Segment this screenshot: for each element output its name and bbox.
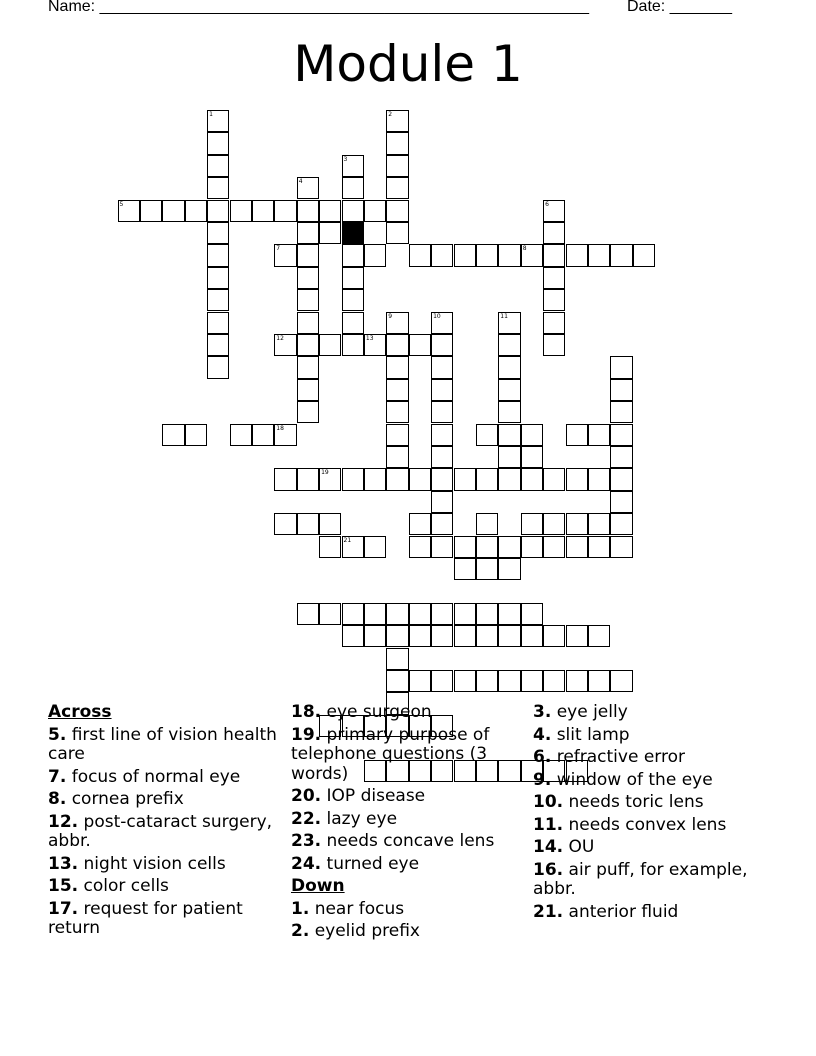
grid-cell[interactable] [588, 424, 610, 446]
clue-item [291, 810, 506, 830]
grid-cell[interactable] [364, 244, 386, 266]
grid-cell[interactable] [386, 177, 408, 199]
clue-number: 9. [533, 769, 552, 790]
grid-cell[interactable] [431, 244, 453, 266]
grid-cell[interactable] [342, 536, 364, 558]
grid-cell[interactable] [454, 670, 476, 692]
grid-cell[interactable] [610, 491, 632, 513]
grid-cell[interactable] [185, 200, 207, 222]
grid-cell[interactable] [342, 267, 364, 289]
clue-number: 4. [533, 724, 552, 745]
grid-cell[interactable] [342, 625, 364, 647]
grid-cell[interactable] [342, 289, 364, 311]
grid-cell[interactable] [543, 289, 565, 311]
clue-text: night vision cells [83, 853, 226, 874]
grid-cell[interactable] [207, 155, 229, 177]
clue-column-2 [291, 703, 506, 945]
grid-cell[interactable] [297, 401, 319, 423]
grid-cell[interactable] [498, 424, 520, 446]
grid-cell[interactable] [274, 424, 296, 446]
grid-cell[interactable] [319, 222, 341, 244]
cell-number: 13 [365, 334, 374, 342]
cell-number: 18 [276, 424, 284, 432]
grid-cell[interactable] [498, 244, 520, 266]
grid-cell[interactable] [364, 625, 386, 647]
clue-text: cornea prefix [71, 789, 184, 809]
grid-cell[interactable] [431, 401, 453, 423]
grid-cell[interactable] [521, 244, 543, 266]
grid-cell[interactable] [476, 603, 498, 625]
grid-cell[interactable] [476, 558, 498, 580]
grid-cell[interactable] [521, 670, 543, 692]
grid-cell[interactable] [610, 536, 632, 558]
grid-cell[interactable] [610, 446, 632, 468]
grid-cell[interactable] [566, 625, 588, 647]
clue-item [291, 726, 506, 785]
clue-number: 17. [48, 898, 79, 919]
grid-cell[interactable] [566, 536, 588, 558]
grid-cell[interactable] [386, 603, 408, 625]
grid-cell[interactable] [498, 446, 520, 468]
clue-item [533, 703, 763, 723]
grid-cell[interactable] [207, 289, 229, 311]
grid-cell[interactable] [543, 200, 565, 222]
grid-cell[interactable] [207, 222, 229, 244]
grid-cell[interactable] [297, 356, 319, 378]
grid-cell[interactable] [543, 670, 565, 692]
grid-cell[interactable] [297, 244, 319, 266]
clue-number: 13. [48, 853, 79, 874]
grid-cell[interactable] [610, 379, 632, 401]
grid-cell[interactable] [207, 132, 229, 154]
grid-cell[interactable] [543, 513, 565, 535]
cell-number: 1 [209, 110, 213, 118]
clue-number: 14. [533, 837, 564, 857]
clue-number: 1. [291, 898, 310, 919]
grid-cell[interactable] [230, 424, 252, 446]
grid-cell[interactable] [498, 401, 520, 423]
clue-item [291, 855, 506, 875]
clue-text: focus of normal eye [71, 766, 241, 787]
clue-text: request for patient return [48, 898, 243, 938]
grid-cell[interactable] [610, 468, 632, 490]
cell-number: 9 [388, 312, 393, 320]
clue-text: first line of vision health care [48, 724, 277, 764]
down-clue-list [291, 900, 506, 942]
grid-cell[interactable] [386, 424, 408, 446]
clue-item [533, 793, 763, 813]
grid-cell[interactable] [431, 625, 453, 647]
clue-item [48, 900, 278, 939]
grid-cell[interactable] [498, 625, 520, 647]
clue-text: needs toric lens [568, 792, 704, 812]
grid-cell[interactable] [297, 312, 319, 334]
grid-cell[interactable] [386, 468, 408, 490]
clue-number: 19. [291, 724, 322, 745]
clue-item [291, 832, 506, 852]
grid-cell[interactable] [521, 536, 543, 558]
clue-number: 23. [291, 831, 322, 851]
clue-text: color cells [83, 876, 169, 896]
grid-cell[interactable] [364, 468, 386, 490]
clue-number: 16. [533, 859, 564, 880]
clue-text: primary purpose of telephone questions (3 words) [291, 724, 490, 784]
grid-cell[interactable] [386, 401, 408, 423]
black-square [342, 222, 364, 244]
grid-cell[interactable] [610, 513, 632, 535]
grid-cell[interactable] [409, 603, 431, 625]
clue-item [48, 790, 278, 810]
grid-cell[interactable] [274, 334, 296, 356]
cell-number: 21 [343, 536, 352, 544]
clue-item [48, 855, 278, 875]
grid-cell[interactable] [386, 670, 408, 692]
grid-cell[interactable] [364, 334, 386, 356]
grid-cell[interactable] [543, 536, 565, 558]
grid-cell[interactable] [431, 334, 453, 356]
grid-cell[interactable] [431, 513, 453, 535]
grid-cell[interactable] [588, 468, 610, 490]
grid-cell[interactable] [454, 603, 476, 625]
grid-cell[interactable] [297, 289, 319, 311]
grid-cell[interactable] [543, 222, 565, 244]
grid-cell[interactable] [207, 334, 229, 356]
grid-cell[interactable] [476, 244, 498, 266]
grid-cell[interactable] [521, 513, 543, 535]
grid-cell[interactable] [431, 536, 453, 558]
grid-cell[interactable] [498, 670, 520, 692]
cell-number: 5 [119, 200, 124, 208]
grid-cell[interactable] [342, 334, 364, 356]
grid-cell[interactable] [431, 491, 453, 513]
grid-cell[interactable] [252, 424, 274, 446]
clue-number: 12. [48, 811, 79, 832]
grid-cell[interactable] [386, 222, 408, 244]
clue-item [533, 838, 763, 858]
grid-cell[interactable] [476, 424, 498, 446]
grid-cell[interactable] [521, 625, 543, 647]
grid-cell[interactable] [297, 603, 319, 625]
clue-item [533, 748, 763, 768]
clue-item [291, 787, 506, 807]
grid-cell[interactable] [386, 446, 408, 468]
clue-text: post-cataract surgery, abbr. [48, 811, 273, 851]
grid-cell[interactable] [386, 155, 408, 177]
grid-cell[interactable] [386, 132, 408, 154]
cell-number: 19 [321, 469, 329, 477]
grid-cell[interactable] [431, 603, 453, 625]
grid-cell[interactable] [230, 200, 252, 222]
clue-item [48, 877, 278, 897]
name-field-label: Name: _______________________________________________________ [48, 0, 589, 15]
grid-cell[interactable] [364, 200, 386, 222]
grid-cell[interactable] [588, 513, 610, 535]
grid-cell[interactable] [207, 110, 229, 132]
grid-cell[interactable] [297, 177, 319, 199]
cell-number: 7 [276, 245, 281, 253]
clue-text: eyelid prefix [314, 921, 420, 941]
grid-cell[interactable] [588, 244, 610, 266]
grid-cell[interactable] [185, 424, 207, 446]
clue-text: air puff, for example, abbr. [533, 859, 748, 899]
down-clue-list-continued [533, 703, 763, 922]
clue-text: near focus [314, 898, 405, 919]
across-clue-list-continued [291, 703, 506, 874]
grid-cell[interactable] [297, 379, 319, 401]
grid-cell[interactable] [588, 536, 610, 558]
grid-cell[interactable] [319, 603, 341, 625]
grid-cell[interactable] [386, 356, 408, 378]
grid-cell[interactable] [319, 468, 341, 490]
grid-cell[interactable] [543, 334, 565, 356]
grid-cell[interactable] [431, 670, 453, 692]
grid-cell[interactable] [498, 312, 520, 334]
clue-item [291, 922, 506, 942]
grid-cell[interactable] [476, 536, 498, 558]
grid-cell[interactable] [297, 334, 319, 356]
grid-cell[interactable] [498, 468, 520, 490]
clue-item [533, 726, 763, 746]
grid-cell[interactable] [498, 334, 520, 356]
grid-cell[interactable] [207, 356, 229, 378]
clue-text: OU [568, 837, 595, 857]
clue-item [48, 768, 278, 788]
grid-cell[interactable] [476, 468, 498, 490]
grid-cell[interactable] [386, 200, 408, 222]
grid-cell[interactable] [162, 200, 184, 222]
across-clue-list [48, 726, 278, 939]
clue-number: 3. [533, 702, 552, 722]
grid-cell[interactable] [521, 446, 543, 468]
clue-number: 2. [291, 921, 310, 941]
clue-text: anterior fluid [568, 901, 679, 922]
clue-item [291, 703, 506, 723]
clue-item [533, 771, 763, 791]
grid-cell[interactable] [610, 401, 632, 423]
grid-cell[interactable] [521, 603, 543, 625]
grid-cell[interactable] [409, 536, 431, 558]
grid-cell[interactable] [498, 603, 520, 625]
grid-cell[interactable] [543, 468, 565, 490]
clue-number: 11. [533, 814, 564, 835]
grid-cell[interactable] [431, 424, 453, 446]
grid-cell[interactable] [610, 670, 632, 692]
clue-item [48, 813, 278, 852]
clue-item [533, 816, 763, 836]
grid-cell[interactable] [207, 200, 229, 222]
grid-cell[interactable] [207, 244, 229, 266]
clue-item [48, 726, 278, 765]
grid-cell[interactable] [431, 446, 453, 468]
cell-number: 12 [276, 334, 284, 342]
grid-cell[interactable] [274, 244, 296, 266]
grid-cell[interactable] [431, 312, 453, 334]
grid-cell[interactable] [386, 625, 408, 647]
grid-cell[interactable] [566, 424, 588, 446]
clue-number: 8. [48, 789, 67, 809]
grid-cell[interactable] [566, 244, 588, 266]
grid-cell[interactable] [498, 379, 520, 401]
grid-cell[interactable] [543, 244, 565, 266]
grid-cell[interactable] [498, 558, 520, 580]
grid-cell[interactable] [118, 200, 140, 222]
clue-text: turned eye [326, 853, 420, 874]
clue-text: window of the eye [556, 769, 713, 790]
clue-number: 18. [291, 702, 322, 722]
grid-cell[interactable] [454, 558, 476, 580]
grid-cell[interactable] [252, 200, 274, 222]
cell-number: 2 [388, 110, 393, 118]
clue-text: IOP disease [326, 786, 426, 806]
grid-cell[interactable] [454, 625, 476, 647]
clue-number: 15. [48, 876, 79, 896]
cell-number: 4 [298, 178, 303, 186]
grid-cell[interactable] [588, 670, 610, 692]
grid-cell[interactable] [454, 536, 476, 558]
clue-number: 21. [533, 901, 564, 922]
grid-cell[interactable] [610, 424, 632, 446]
grid-cell[interactable] [342, 155, 364, 177]
grid-cell[interactable] [409, 513, 431, 535]
cell-number: 10 [433, 312, 441, 320]
grid-cell[interactable] [207, 267, 229, 289]
grid-cell[interactable] [162, 424, 184, 446]
grid-cell[interactable] [274, 513, 296, 535]
grid-cell[interactable] [566, 513, 588, 535]
clue-text: needs concave lens [326, 831, 495, 851]
grid-cell[interactable] [566, 468, 588, 490]
grid-cell[interactable] [409, 468, 431, 490]
grid-cell[interactable] [454, 244, 476, 266]
grid-cell[interactable] [633, 244, 655, 266]
grid-cell[interactable] [342, 244, 364, 266]
grid-cell[interactable] [297, 222, 319, 244]
grid-cell[interactable] [409, 625, 431, 647]
grid-cell[interactable] [274, 200, 296, 222]
grid-cell[interactable] [386, 648, 408, 670]
clue-number: 24. [291, 853, 322, 874]
grid-cell[interactable] [409, 244, 431, 266]
cell-number: 8 [522, 245, 527, 253]
grid-cell[interactable] [431, 356, 453, 378]
grid-cell[interactable] [342, 603, 364, 625]
grid-cell[interactable] [297, 267, 319, 289]
grid-cell[interactable] [521, 424, 543, 446]
date-field-label: Date: _______ [627, 0, 732, 15]
grid-cell[interactable] [364, 603, 386, 625]
grid-cell[interactable] [207, 177, 229, 199]
grid-cell[interactable] [364, 536, 386, 558]
grid-cell[interactable] [566, 670, 588, 692]
page-title: Module 1 [293, 35, 523, 93]
clue-column-3 [533, 703, 763, 925]
clue-number: 10. [533, 792, 564, 812]
grid-cell[interactable] [297, 468, 319, 490]
clue-number: 7. [48, 766, 67, 787]
grid-cell[interactable] [342, 312, 364, 334]
clue-number: 22. [291, 808, 322, 829]
clue-number: 20. [291, 786, 322, 806]
clue-text: slit lamp [556, 724, 630, 745]
grid-cell[interactable] [543, 625, 565, 647]
grid-cell[interactable] [543, 312, 565, 334]
grid-cell[interactable] [297, 200, 319, 222]
clue-text: needs convex lens [568, 814, 727, 835]
clue-item [291, 900, 506, 920]
grid-cell[interactable] [140, 200, 162, 222]
grid-cell[interactable] [274, 468, 296, 490]
grid-cell[interactable] [319, 200, 341, 222]
down-heading: Down [291, 876, 345, 896]
grid-cell[interactable] [386, 110, 408, 132]
grid-cell[interactable] [342, 468, 364, 490]
grid-cell[interactable] [610, 356, 632, 378]
grid-cell[interactable] [386, 334, 408, 356]
grid-cell[interactable] [297, 513, 319, 535]
clue-column-1 [48, 703, 278, 942]
clue-text: eye jelly [556, 702, 628, 722]
grid-cell[interactable] [588, 625, 610, 647]
clue-text: lazy eye [326, 808, 398, 829]
grid-cell[interactable] [409, 334, 431, 356]
grid-cell[interactable] [319, 536, 341, 558]
grid-cell[interactable] [431, 379, 453, 401]
grid-cell[interactable] [319, 513, 341, 535]
grid-cell[interactable] [207, 312, 229, 334]
clue-text: eye surgeon [326, 702, 432, 722]
across-heading: Across [48, 702, 112, 722]
grid-cell[interactable] [476, 513, 498, 535]
grid-cell[interactable] [454, 468, 476, 490]
grid-cell[interactable] [543, 267, 565, 289]
grid-cell[interactable] [521, 468, 543, 490]
grid-cell[interactable] [409, 670, 431, 692]
grid-cell[interactable] [476, 625, 498, 647]
cell-number: 11 [500, 312, 508, 320]
cell-number: 3 [343, 155, 348, 163]
clue-item [533, 903, 763, 923]
clue-text: refractive error [556, 747, 685, 767]
clue-item [533, 861, 763, 900]
grid-cell[interactable] [476, 670, 498, 692]
grid-cell[interactable] [342, 177, 364, 199]
grid-cell[interactable] [498, 356, 520, 378]
grid-cell[interactable] [342, 200, 364, 222]
cell-number: 6 [545, 200, 549, 208]
grid-cell[interactable] [431, 468, 453, 490]
grid-cell[interactable] [386, 312, 408, 334]
grid-cell[interactable] [610, 244, 632, 266]
clue-number: 6. [533, 747, 552, 767]
grid-cell[interactable] [498, 536, 520, 558]
grid-cell[interactable] [386, 379, 408, 401]
grid-cell[interactable] [319, 334, 341, 356]
clue-number: 5. [48, 724, 67, 745]
